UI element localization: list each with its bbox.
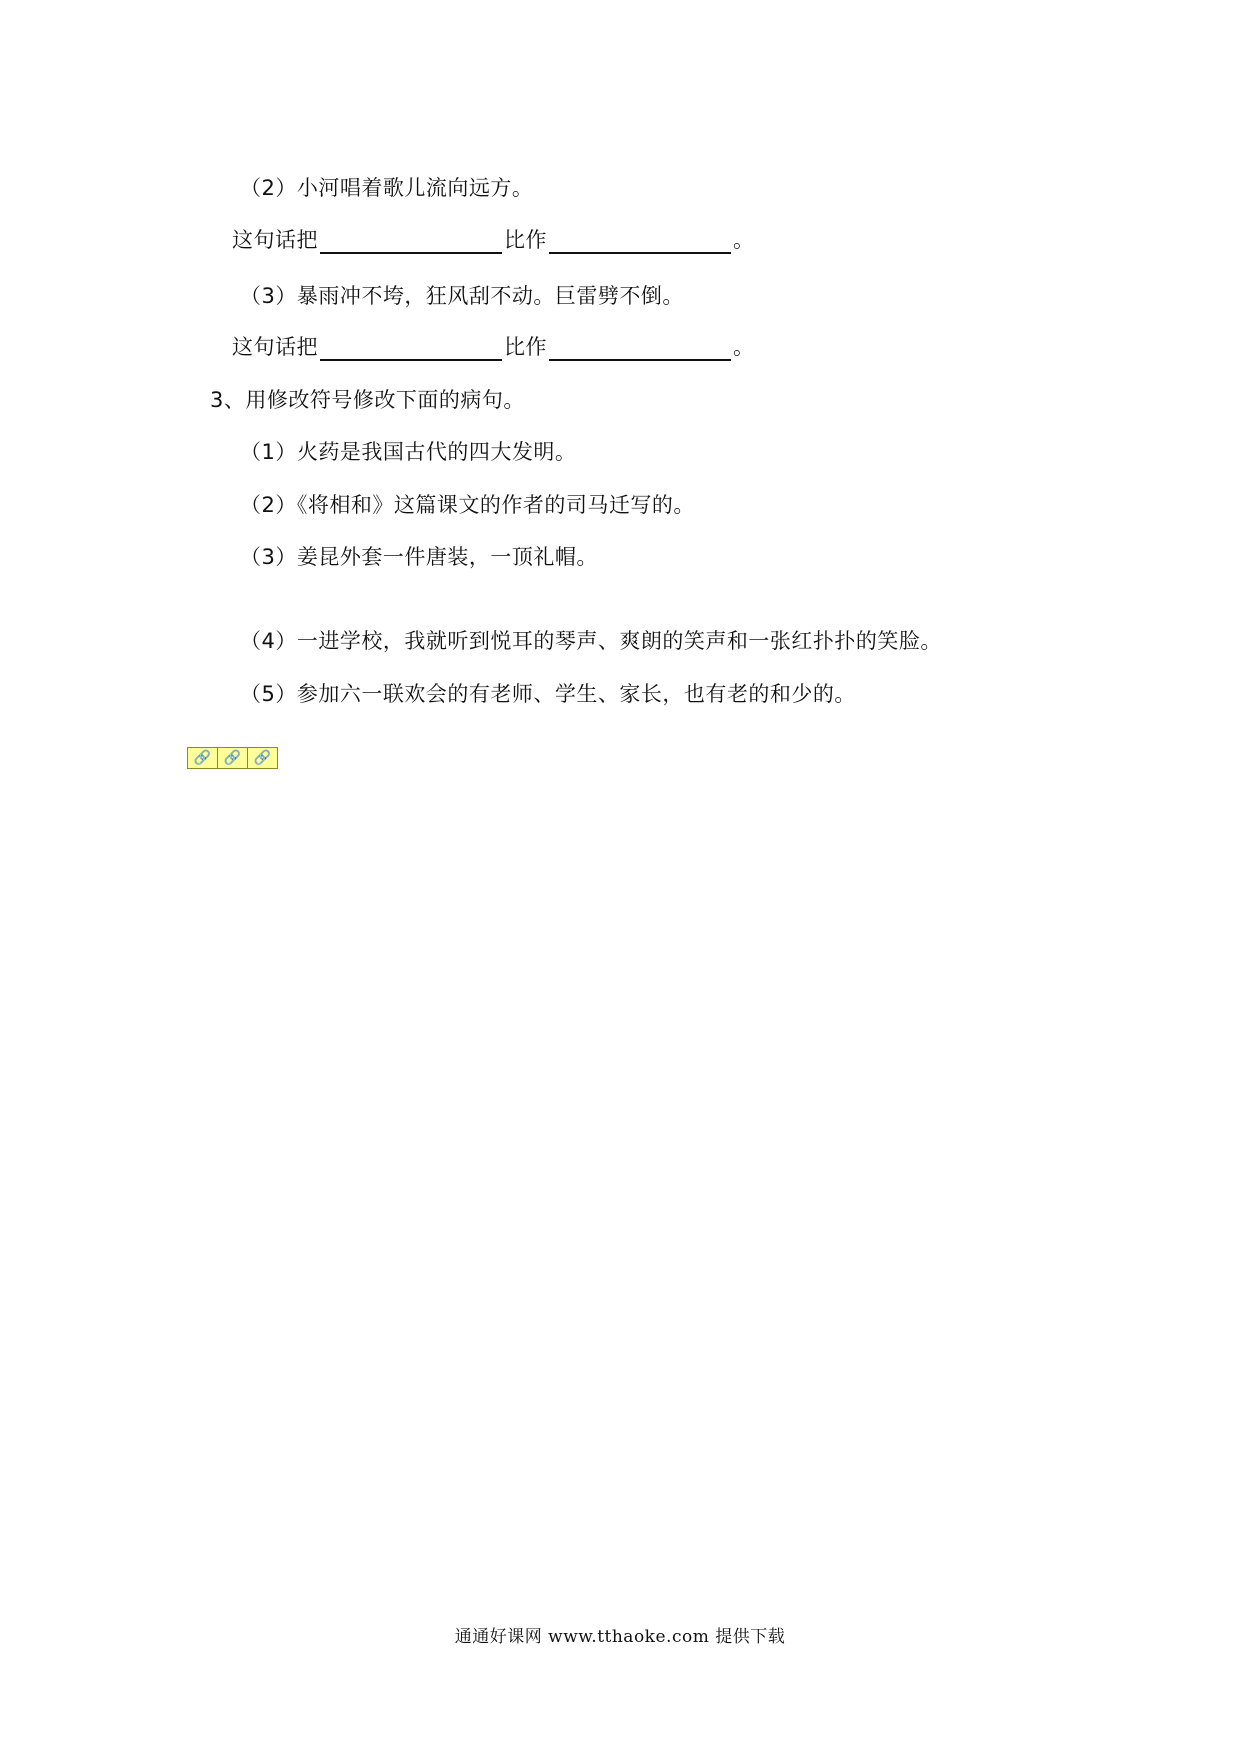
page-footer: 通通好课网 www.tthaoke.com 提供下载 (454, 1627, 786, 1647)
link-toolbar (187, 747, 278, 769)
fill-middle: 比作 (504, 335, 547, 359)
link-icon[interactable]: 🔗 (248, 748, 277, 768)
link-icon[interactable]: 🔗 (188, 748, 217, 768)
answer-blank[interactable] (549, 230, 731, 254)
answer-blank[interactable] (549, 337, 731, 361)
sentence-3-5: （5）参加六一联欢会的有老师、学生、家长，也有老的和少的。 (240, 682, 856, 706)
fill-in-line-2 (232, 226, 755, 254)
sentence-3-3: （3）姜昆外套一件唐装，一顶礼帽。 (240, 545, 598, 569)
fill-in-line-3 (232, 333, 755, 361)
answer-blank[interactable] (320, 337, 502, 361)
sentence-3-1: （1）火药是我国古代的四大发明。 (240, 440, 577, 464)
question-2-3: （3）暴雨冲不垮，狂风刮不动。巨雷劈不倒。 (240, 284, 684, 308)
section-3-title: 3、用修改符号修改下面的病句。 (210, 388, 525, 412)
sentence-3-4: （4）一进学校，我就听到悦耳的琴声、爽朗的笑声和一张红扑扑的笑脸。 (240, 629, 942, 653)
link-icon[interactable]: 🔗 (218, 748, 247, 768)
sentence-3-2: （2）《将相和》这篇课文的作者的司马迁写的。 (240, 493, 695, 517)
fill-suffix: 。 (733, 228, 755, 252)
answer-blank[interactable] (320, 230, 502, 254)
fill-middle: 比作 (504, 228, 547, 252)
question-2-2: （2）小河唱着歌儿流向远方。 (240, 176, 534, 200)
fill-prefix: 这句话把 (232, 228, 318, 252)
fill-suffix: 。 (733, 335, 755, 359)
fill-prefix: 这句话把 (232, 335, 318, 359)
